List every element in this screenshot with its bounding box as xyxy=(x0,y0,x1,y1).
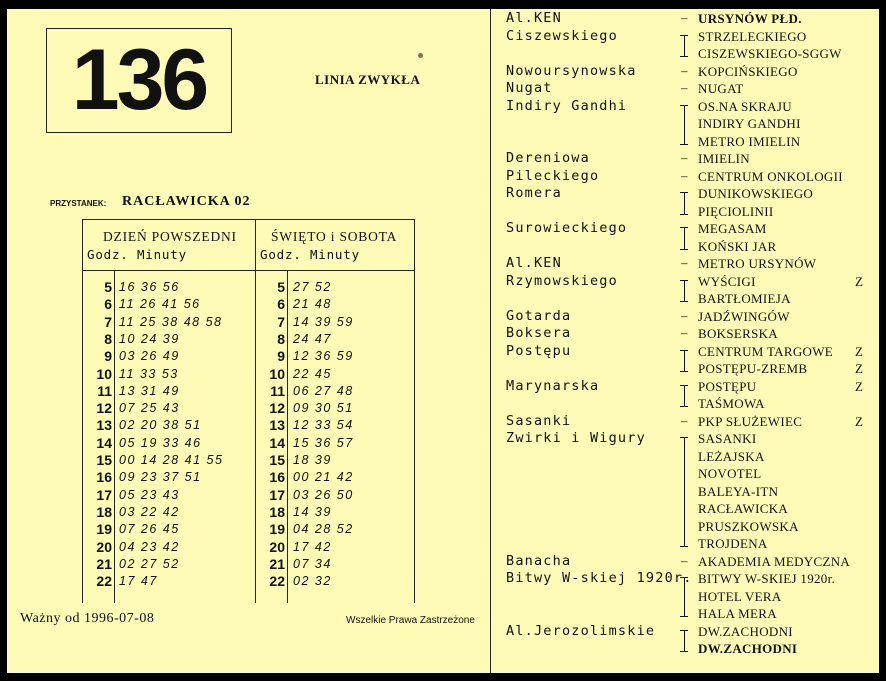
weekday-hour: 14 xyxy=(96,434,112,451)
column-divider xyxy=(255,220,256,603)
bracket-tick xyxy=(680,301,688,302)
weekday-hour: 21 xyxy=(96,555,112,572)
stop-entry: POSTĘPU xyxy=(698,378,757,394)
single-stop-dash: – xyxy=(681,10,688,25)
holiday-hour: 22 xyxy=(269,573,285,590)
stop-entry: LEŻAJSKA xyxy=(698,448,765,464)
stop-entry: PKP SŁUŻEWIEC xyxy=(698,413,803,429)
holiday-hour: 21 xyxy=(269,555,285,572)
bracket-tick xyxy=(680,214,688,215)
holiday-hour-divider xyxy=(287,270,288,603)
stop-group-bracket xyxy=(684,385,685,407)
holiday-hour: 9 xyxy=(277,348,285,365)
stop-entry: CENTRUM TARGOWE xyxy=(698,343,834,359)
bracket-tick xyxy=(680,35,688,36)
copyright-note: Wszelkie Prawa Zastrzeżone xyxy=(346,615,475,626)
stop-entry: TROJDENA xyxy=(698,536,768,551)
single-stop-dash: – xyxy=(681,307,688,323)
line-number-box xyxy=(46,28,232,133)
stop-entry: IMIELIN xyxy=(698,151,750,166)
bracket-tick xyxy=(680,227,688,228)
weekday-minutes: 11 26 41 56 xyxy=(119,297,201,312)
weekday-hour: 20 xyxy=(96,538,112,555)
weekday-hour: 18 xyxy=(96,503,112,520)
on-request-flag: Z xyxy=(855,343,863,359)
weekday-hour-divider xyxy=(114,270,115,603)
weekday-minutes: 10 24 39 xyxy=(119,331,180,346)
street-name: Rzymowskiego xyxy=(506,272,618,289)
stop-entry: DW.ZACHODNI xyxy=(698,641,798,656)
holiday-hour: 10 xyxy=(269,365,285,382)
holiday-minutes: 27 52 xyxy=(293,280,332,294)
bracket-tick xyxy=(680,616,688,617)
holiday-hour: 12 xyxy=(269,400,285,417)
stop-group-bracket xyxy=(684,280,685,302)
street-name: Zwirki i Wigury xyxy=(506,430,646,446)
stop-entry: DW.ZACHODNI xyxy=(698,623,793,639)
stop-entry: WYŚCIGI xyxy=(698,273,756,289)
weekday-minutes: 02 20 38 51 xyxy=(119,418,202,433)
street-name: Pileckiego xyxy=(506,167,600,184)
street-name: Postępu xyxy=(506,342,572,359)
single-stop-dash: – xyxy=(681,150,688,165)
street-name: Romera xyxy=(506,185,562,201)
weekday-hour: 6 xyxy=(104,296,112,313)
weekday-hour: 16 xyxy=(96,469,112,486)
weekday-hour: 13 xyxy=(96,417,112,434)
holiday-hour: 13 xyxy=(269,417,285,434)
departure-table xyxy=(82,219,415,603)
holiday-minutes: 14 39 59 xyxy=(293,314,354,329)
holiday-minutes: 12 36 59 xyxy=(293,349,354,364)
stop-group-bracket xyxy=(684,577,685,616)
bracket-tick xyxy=(680,385,688,386)
weekday-hour: 17 xyxy=(96,486,112,503)
weekday-minutes: 07 26 45 xyxy=(119,522,180,537)
holiday-minutes: 24 47 xyxy=(293,331,332,346)
stop-group-bracket xyxy=(684,437,685,546)
street-name: Bitwy W-skiej 1920r. xyxy=(506,570,693,586)
weekday-title: DZIEŃ POWSZEDNI xyxy=(103,229,237,244)
holiday-hour: 5 xyxy=(277,279,285,295)
street-name: Sasanki xyxy=(506,412,572,429)
weekday-subtitle: Godz. Minuty xyxy=(87,247,187,262)
bracket-tick xyxy=(680,546,688,547)
street-name: Dereniowa xyxy=(506,150,590,166)
stop-entry: SASANKI xyxy=(698,431,757,446)
holiday-minutes: 14 39 xyxy=(293,504,332,519)
stop-group-bracket xyxy=(684,630,685,652)
street-name: Marynarska xyxy=(506,377,600,394)
bracket-tick xyxy=(680,371,688,372)
bracket-tick xyxy=(680,350,688,351)
single-stop-dash: – xyxy=(681,62,688,78)
holiday-minutes: 02 32 xyxy=(293,574,332,589)
holiday-minutes: 04 28 52 xyxy=(293,522,354,537)
on-request-flag: Z xyxy=(855,273,863,289)
on-request-flag: Z xyxy=(855,413,863,429)
weekday-minutes: 03 22 42 xyxy=(119,504,180,519)
weekday-hour: 11 xyxy=(97,382,112,399)
bracket-tick xyxy=(680,249,688,250)
street-name: Al.KEN xyxy=(506,10,562,26)
weekday-minutes: 16 36 56 xyxy=(119,280,180,294)
single-stop-dash: – xyxy=(681,412,688,428)
stop-group-bracket xyxy=(684,105,685,144)
bracket-tick xyxy=(680,651,688,652)
holiday-hour: 11 xyxy=(270,382,285,399)
holiday-minutes: 03 26 50 xyxy=(293,487,354,502)
stop-label: PRZYSTANEK: xyxy=(50,199,107,208)
stop-entry: POSTĘPU-ZREMB xyxy=(698,361,808,376)
stop-entry: PIĘCIOLINII xyxy=(698,203,774,219)
single-stop-dash: – xyxy=(681,325,688,340)
weekday-minutes: 05 19 33 46 xyxy=(119,435,202,450)
on-request-flag: Z xyxy=(855,361,863,376)
stop-entry: MEGASAM xyxy=(698,221,767,236)
weekday-minutes: 11 33 53 xyxy=(119,366,179,381)
weekday-minutes: 00 14 28 41 55 xyxy=(119,453,224,467)
holiday-minutes: 18 39 xyxy=(293,453,332,467)
street-name: Banacha xyxy=(506,552,572,569)
stop-entry: INDIRY GANDHI xyxy=(698,116,801,131)
holiday-minutes: 17 42 xyxy=(293,539,332,554)
stop-entry: HALA MERA xyxy=(698,606,777,621)
bracket-tick xyxy=(680,406,688,407)
on-request-flag: Z xyxy=(855,378,863,394)
stop-entry: BALEYA-ITN xyxy=(698,483,779,499)
stop-group-bracket xyxy=(684,35,685,57)
street-name: Ciszewskiego xyxy=(506,27,618,44)
holiday-hour: 14 xyxy=(269,434,285,451)
bracket-tick xyxy=(680,577,688,578)
bracket-tick xyxy=(680,280,688,281)
holiday-minutes: 12 33 54 xyxy=(293,418,354,433)
bracket-tick xyxy=(680,144,688,145)
weekday-minutes: 07 25 43 xyxy=(119,401,180,416)
holiday-subtitle: Godz. Minuty xyxy=(260,247,360,262)
holiday-hour: 20 xyxy=(269,538,285,555)
holiday-minutes: 07 34 xyxy=(293,556,332,571)
holiday-minutes: 00 21 42 xyxy=(293,470,354,485)
line-number: 136 xyxy=(71,32,207,128)
street-name: Al.KEN xyxy=(506,255,562,271)
weekday-minutes: 13 31 49 xyxy=(119,383,180,398)
stop-entry: DUNIKOWSKIEGO xyxy=(698,186,814,201)
bracket-tick xyxy=(680,56,688,57)
weekday-minutes: 04 23 42 xyxy=(119,539,180,554)
stop-entry: KOPCIŃSKIEGO xyxy=(698,63,798,79)
stop-entry: BOKSERSKA xyxy=(698,326,778,341)
weekday-minutes: 11 25 38 48 58 xyxy=(119,314,223,329)
stain-mark xyxy=(418,53,423,58)
holiday-hour: 17 xyxy=(269,486,285,503)
stop-entry: METRO IMIELIN xyxy=(698,133,801,149)
weekday-minutes: 05 23 43 xyxy=(119,487,180,502)
weekday-hour: 5 xyxy=(104,279,112,295)
stop-entry: CISZEWSKIEGO-SGGW xyxy=(698,46,842,61)
single-stop-dash: – xyxy=(681,167,688,183)
holiday-minutes: 06 27 48 xyxy=(293,383,354,398)
bracket-tick xyxy=(680,192,688,193)
stop-entry: OS.NA SKRAJU xyxy=(698,98,792,114)
stop-entry: PRUSZKOWSKA xyxy=(698,518,799,534)
stop-entry: AKADEMIA MEDYCZNA xyxy=(698,553,851,569)
holiday-minutes: 15 36 57 xyxy=(293,435,354,450)
stop-entry: CENTRUM ONKOLOGII xyxy=(698,168,843,184)
line-kind: LINIA ZWYKŁA xyxy=(315,72,421,87)
stop-entry: NUGAT xyxy=(698,81,744,96)
stop-entry: STRZELECKIEGO xyxy=(698,28,807,44)
street-name: Nugat xyxy=(506,80,553,96)
holiday-minutes: 22 45 xyxy=(293,366,332,381)
stop-entry: TAŚMOWA xyxy=(698,396,765,411)
valid-from: Ważny od 1996-07-08 xyxy=(20,611,155,626)
stop-entry: HOTEL VERA xyxy=(698,588,782,604)
street-name: Gotarda xyxy=(506,307,572,324)
street-name: Al.Jerozolimskie xyxy=(506,622,656,639)
weekday-minutes: 03 26 49 xyxy=(119,349,180,364)
weekday-hour: 8 xyxy=(104,330,112,347)
stop-entry: METRO URSYNÓW xyxy=(698,256,817,271)
holiday-title: ŚWIĘTO i SOBOTA xyxy=(271,229,398,244)
holiday-hour: 18 xyxy=(269,503,285,520)
weekday-hour: 10 xyxy=(96,365,112,382)
street-name: Nowoursynowska xyxy=(506,62,637,79)
holiday-hour: 8 xyxy=(277,330,285,347)
street-name: Boksera xyxy=(506,325,572,341)
stop-entry: BITWY W-SKIEJ 1920r. xyxy=(698,571,836,586)
street-name: Indiry Gandhi xyxy=(506,97,628,114)
single-stop-dash: – xyxy=(681,255,688,270)
bracket-tick xyxy=(680,630,688,631)
weekday-minutes: 02 27 52 xyxy=(119,556,180,571)
stop-entry: BARTŁOMIEJA xyxy=(698,291,791,306)
stop-entry: NOVOTEL xyxy=(698,466,762,481)
weekday-minutes: 17 47 xyxy=(119,574,158,589)
holiday-minutes: 09 30 51 xyxy=(293,401,354,416)
weekday-hour: 9 xyxy=(104,348,112,365)
stop-name: RACŁAWICKA 02 xyxy=(122,194,251,209)
holiday-hour: 7 xyxy=(277,313,285,330)
stop-entry: RACŁAWICKA xyxy=(698,501,789,516)
stop-entry: URSYNÓW PŁD. xyxy=(698,11,802,26)
weekday-hour: 7 xyxy=(104,313,112,330)
holiday-hour: 6 xyxy=(277,296,285,313)
street-name: Surowieckiego xyxy=(506,220,628,236)
route-divider xyxy=(490,9,491,673)
weekday-hour: 15 xyxy=(96,452,112,468)
stop-group-bracket xyxy=(684,192,685,214)
header-divider xyxy=(83,270,414,271)
single-stop-dash: – xyxy=(681,80,688,95)
weekday-hour: 12 xyxy=(96,400,112,417)
bracket-tick xyxy=(680,437,688,438)
holiday-minutes: 21 48 xyxy=(293,297,332,312)
holiday-hour: 16 xyxy=(269,469,285,486)
single-stop-dash: – xyxy=(681,552,688,568)
stop-group-bracket xyxy=(684,227,685,249)
weekday-minutes: 09 23 37 51 xyxy=(119,470,202,485)
holiday-hour: 19 xyxy=(269,521,285,538)
stop-entry: JADŹWINGÓW xyxy=(698,308,790,324)
weekday-hour: 22 xyxy=(96,573,112,590)
holiday-hour: 15 xyxy=(269,452,285,468)
stop-group-bracket xyxy=(684,350,685,372)
weekday-hour: 19 xyxy=(96,521,112,538)
stop-entry: KOŃSKI JAR xyxy=(698,238,777,254)
bracket-tick xyxy=(680,105,688,106)
